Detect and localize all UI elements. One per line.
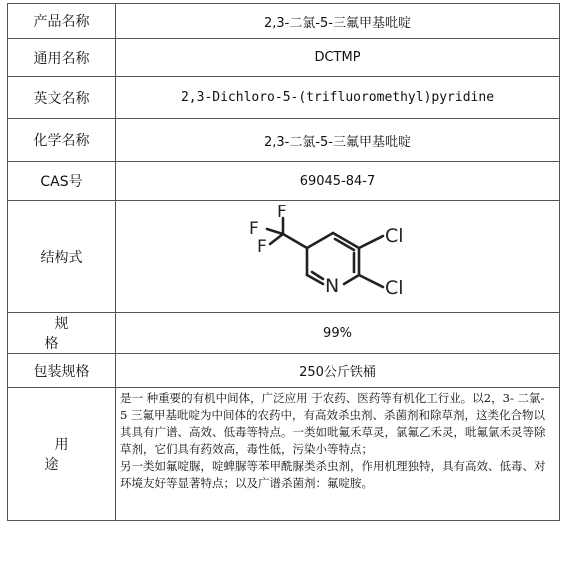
label-specification-text: 规 格 (44, 316, 89, 352)
product-spec-table (7, 3, 560, 521)
row-cas (8, 162, 560, 201)
row-product-name (8, 4, 560, 39)
label-usage-text: 用 途 (44, 437, 89, 473)
structure-cell (116, 201, 560, 313)
value-cas: 69045-84-7 (116, 162, 560, 201)
row-packaging (8, 354, 560, 388)
row-structure (8, 201, 560, 313)
label-structure: 结构式 (8, 201, 116, 313)
value-chemical-name: 2,3-二氯-5-三氟甲基吡啶 (116, 119, 560, 162)
atom-n: N (324, 274, 339, 297)
atom-f-top: F (276, 204, 287, 222)
usage-paragraph-1: 是一 种重要的有机中间体，广泛应用 于农药、医药等有机化工行业。以2，3- 二氯- 5 三氟甲基吡啶为中间体的农药中，有高效杀虫剂、杀菌剂和除草剂，这类化合物以其具有广谱、高效、低毒等特点。一类如吡氟禾草灵，氯氟乙禾灵，吡氟氯禾灵等除草剂，它们具有药效高，毒性低，污染小等特点； (120, 391, 546, 456)
label-common-name: 通用名称 (8, 39, 116, 77)
label-product-name: 产品名称 (8, 4, 116, 39)
label-cas: CAS号 (8, 162, 116, 201)
label-chemical-name: 化学名称 (8, 119, 116, 162)
value-common-name: DCTMP (116, 39, 560, 77)
row-usage (8, 388, 560, 521)
row-common-name (8, 39, 560, 77)
atom-cl-3: Cl (384, 224, 404, 247)
atom-cl-2: Cl (384, 276, 404, 299)
label-english-name: 英文名称 (8, 77, 116, 119)
row-chemical-name (8, 119, 560, 162)
label-packaging: 包装规格 (8, 354, 116, 388)
value-product-name: 2,3-二氯-5-三氟甲基吡啶 (116, 4, 560, 39)
value-packaging: 250公斤铁桶 (116, 354, 560, 388)
label-specification (8, 313, 116, 354)
row-english-name (8, 77, 560, 119)
structure-formula-image (223, 205, 453, 305)
value-english-name: 2,3-Dichloro-5-(trifluoromethyl)pyridine (116, 77, 560, 119)
value-specification: 99% (116, 313, 560, 354)
label-usage (8, 388, 116, 521)
usage-paragraph-2: 另一类如氟啶脲，啶蜱脲等苯甲酰脲类杀虫剂，作用机理独特，具有高效、低毒、对环境友好等显著特点；以及广谱杀菌剂：氟啶胺。 (120, 459, 546, 490)
atom-f-left: F (248, 218, 259, 239)
value-usage (116, 388, 560, 521)
atom-f-bottom: F (256, 236, 267, 257)
row-specification (8, 313, 560, 354)
